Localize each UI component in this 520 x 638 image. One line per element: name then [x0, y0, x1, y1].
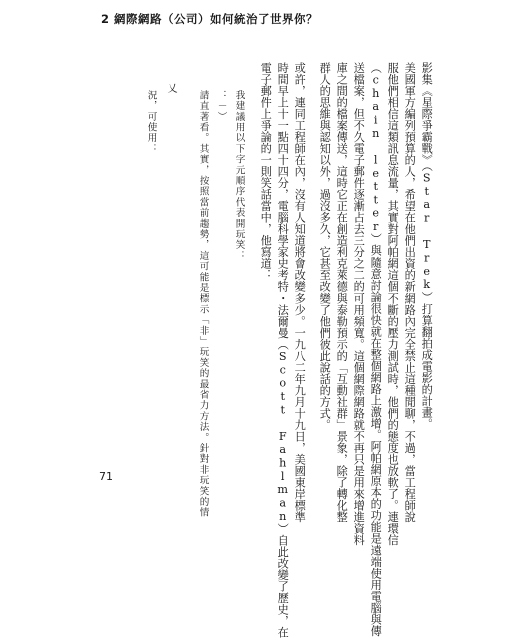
text-column: 或許，連同工程師在內，沒有人知道將會改變多少。一九八二年九月十九日，美國東岸標準	[293, 62, 307, 523]
text-column: 美國軍方編列預算的人，希望在他們出資的新網路內完全禁止這種閒聊，不過，當工程師說	[403, 62, 417, 523]
text-column: 電子郵件上爭論的一則笑話當中，他寫道：	[259, 62, 273, 281]
quote-column: 況，可使用：	[145, 90, 157, 155]
text-column: （chain letter）與隨意討論很快就在整個網路上激增。阿帕網原本的功能是遠端使用電腦與傳	[369, 62, 383, 637]
emoticon-mark: 乂	[165, 83, 176, 93]
quote-column: 請直著看。其實，按照當前趨勢，這可能是標示「非」玩笑的最省力方法。針對非玩笑的情	[197, 90, 209, 518]
quote-column: ：－）	[215, 90, 227, 123]
text-column: 服他們相信這類訊息流量，其實對阿帕網這個不斷的壓力測試時，他們的態度也放軟了。連環信	[386, 62, 400, 546]
text-column: 庫之間的檔案傳送，這時它正在創造利克萊德與泰勒預示的「互動社群」景象，除了轉化整	[335, 62, 349, 523]
text-column: 時間早上十一點四十四分，電腦科學家史考特・法爾曼（Scott Fahlman）自此改變了歷史，在	[276, 62, 290, 638]
text-column: 影集《星際爭霸戰》（Star Trek）打算翻拍成電影的計畫。	[420, 62, 434, 430]
page-number: 71	[99, 470, 113, 483]
text-column: 群人的思維與認知以外，過沒多久，它甚至改變了他們彼此說話的方式。	[318, 62, 332, 431]
quote-column: 我建議用以下字元順序代表開玩笑：	[233, 90, 245, 262]
text-column: 送檔案，但不久電子郵件逐漸占去三分之二的可用頻寬。這個網際網路就不再只是用來增進資料	[352, 62, 366, 546]
running-header: 2 網際網路（公司）如何統治了世界你？	[101, 12, 319, 26]
